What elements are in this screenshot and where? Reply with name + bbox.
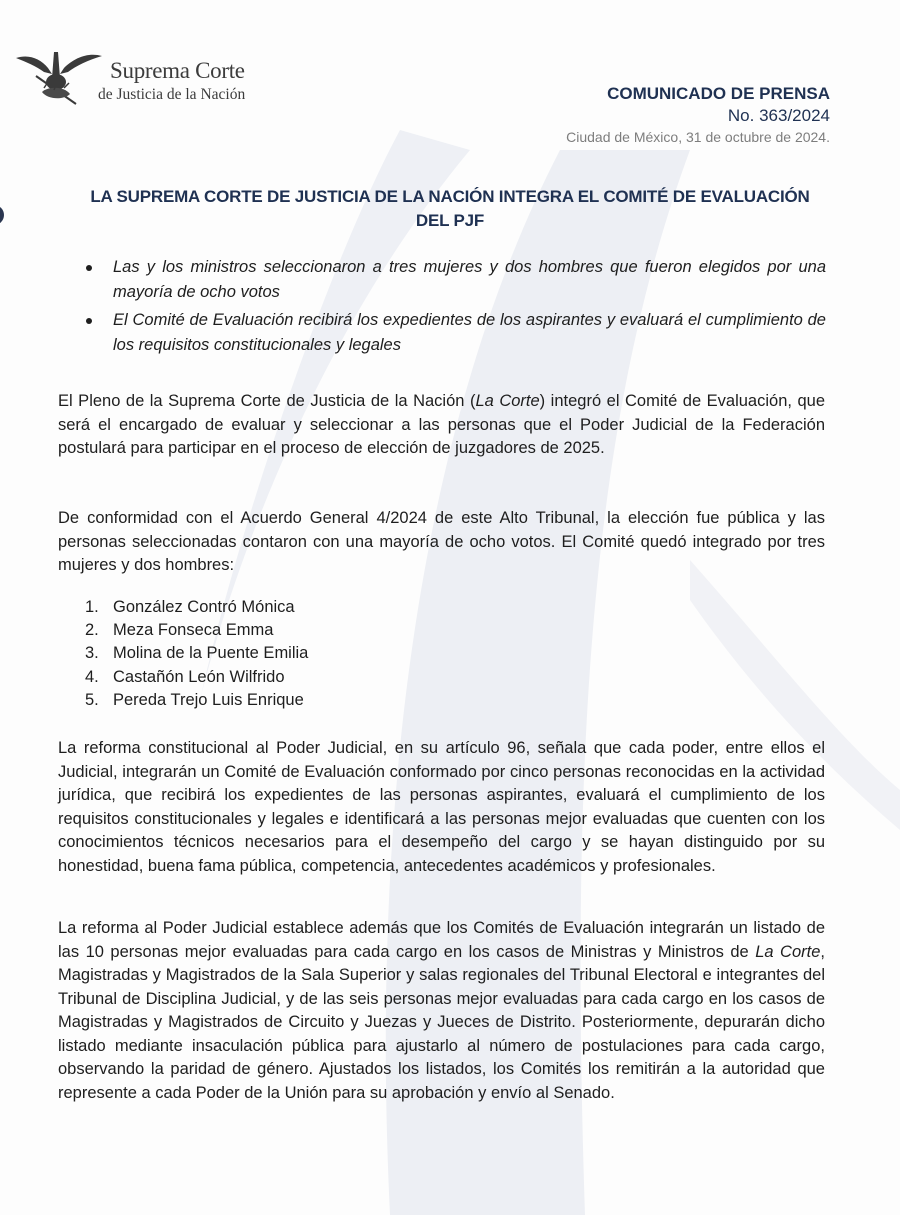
highlights-list	[86, 255, 826, 361]
member-number: 5.	[85, 690, 99, 709]
committee-member	[85, 596, 308, 619]
highlight-text: El Comité de Evaluación recibirá los expedientes de los aspirantes y evaluará el cumplimiento de los requisitos constitucionales y legales	[113, 311, 826, 354]
member-name: Castañón León Wilfrido	[113, 667, 285, 686]
member-number: 2.	[85, 621, 99, 640]
member-name: Pereda Trejo Luis Enrique	[113, 690, 304, 709]
body-paragraph-4	[58, 917, 825, 1105]
press-release-info	[566, 83, 830, 147]
member-number: 4.	[85, 667, 99, 686]
logo-title: Suprema Corte	[110, 58, 245, 83]
committee-member	[85, 689, 308, 712]
p4-text-italic: La Corte	[755, 942, 821, 961]
p1-text-after: ) integró el Comité de Evaluación, que será el encargado de evaluar y seleccionar a las personas que el Poder Judicial de la Federación postulará para participar en el proceso de elección de juzgadores de 2025.	[58, 392, 825, 457]
member-name: Meza Fonseca Emma	[113, 621, 274, 640]
press-release-date: Ciudad de México, 31 de octubre de 2024.	[566, 129, 830, 145]
member-name: González Contró Mónica	[113, 598, 295, 616]
highlight-item	[86, 255, 826, 305]
member-name: Molina de la Puente Emilia	[113, 644, 309, 663]
p1-text-before: El Pleno de la Suprema Corte de Justicia de la Nación (	[58, 392, 476, 410]
highlight-item	[86, 308, 826, 358]
body-paragraph-3: La reforma constitucional al Poder Judicial, en su artículo 96, señala que cada poder, entre ellos el Judicial, integrarán un Comité de Evaluación conformado por cinco personas reconocidas en la actividad jurídica, que recibirá los expedientes de las personas aspirantes, evaluará el cumplimiento de los requisitos constitucionales y legales e identificará a las personas mejor evaluadas que cuenten con los conocimientos técnicos necesarios para el desempeño del cargo y se hayan distinguido por su honestidad, buena fama pública, competencia, antecedentes académicos y profesionales.	[58, 739, 825, 875]
logo-subtitle: de Justicia de la Nación	[98, 86, 246, 103]
bullet-icon	[86, 318, 92, 324]
p4-text-after: , Magistradas y Magistrados de la Sala Superior y salas regionales del Tribunal Electoral e integrantes del Tribunal de Disciplina Judicial, y de las seis personas mejor evaluadas para cada cargo en los casos de Magistradas y Magistrados de Circuito y Juezas y Jueces de Distrito. Posteriormente, depurarán dicho listado mediante insaculación pública para ajustarlo al número de postulaciones para cada cargo, observando la paridad de género. Ajustados los listados, los Comités los remitirán a la autoridad que represente a cada Poder de la Unión para su aprobación y envío al Senado.	[58, 942, 825, 1102]
committee-members-list	[85, 596, 308, 712]
headline-line-1: LA SUPREMA CORTE DE JUSTICIA DE LA NACIÓN INTEGRA EL COMITÉ DE EVALUACIÓN	[90, 187, 810, 206]
press-release-title: COMUNICADO DE PRENSA	[607, 84, 830, 103]
committee-member	[85, 619, 308, 642]
page-headline	[40, 185, 860, 233]
body-paragraph-1	[58, 390, 825, 461]
body-paragraph-2: De conformidad con el Acuerdo General 4/2024 de este Alto Tribunal, la elección fue pública y las personas seleccionadas contaron con una mayoría de ocho votos. El Comité quedó integrado por tres mujeres y dos hombres:	[58, 509, 825, 574]
bullet-icon	[86, 265, 92, 271]
press-release-number: No. 363/2024	[727, 106, 830, 125]
p4-text-before: La reforma al Poder Judicial establece además que los Comités de Evaluación integrarán un listado de las 10 personas mejor evaluadas para cada cargo en los casos de Ministras y Ministros de	[58, 919, 825, 961]
member-number: 1.	[85, 598, 99, 616]
highlight-text: Las y los ministros seleccionaron a tres mujeres y dos hombres que fueron elegidos por una mayoría de ocho votos	[113, 258, 826, 301]
scjn-logo	[14, 48, 254, 108]
eagle-emblem-icon	[14, 48, 104, 108]
committee-member	[85, 642, 308, 665]
member-number: 3.	[85, 644, 99, 663]
headline-line-2: DEL PJF	[415, 211, 485, 230]
p1-text-italic: La Corte	[475, 392, 540, 410]
committee-member	[85, 666, 308, 689]
